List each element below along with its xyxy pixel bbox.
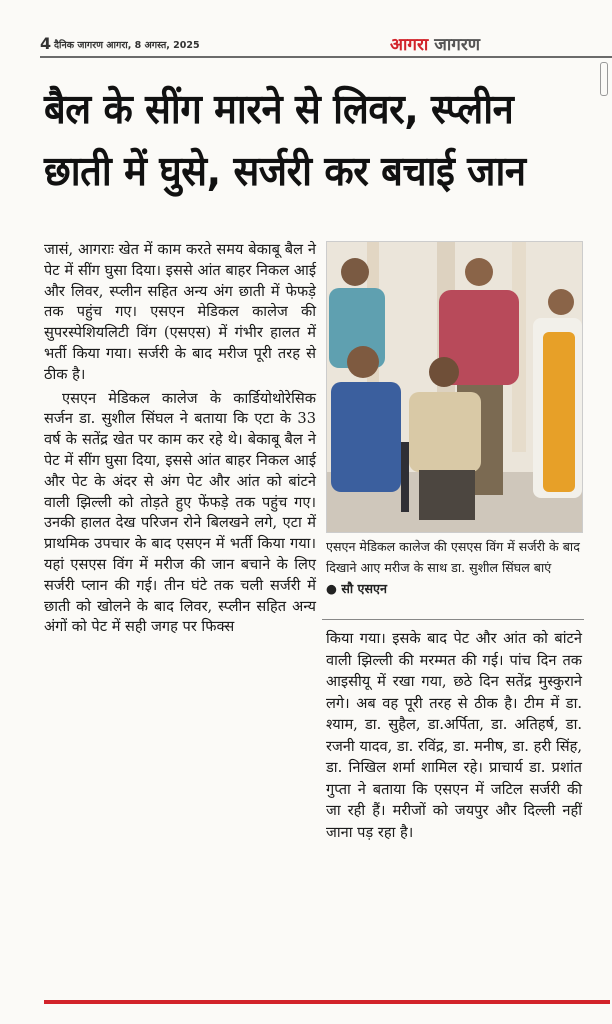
paper-dateline: दैनिक जागरण आगरा, 8 अगस्त, 2025	[54, 40, 200, 51]
headline-line-1: बैल के सींग मारने से लिवर, स्प्लीन	[44, 85, 514, 133]
brand-city: आगरा	[390, 35, 429, 55]
page-number: 4	[40, 34, 52, 53]
bottom-rule	[44, 1000, 610, 1004]
top-rule	[40, 56, 612, 58]
article-paragraph: किया गया। इसके बाद पेट और आंत को बांटने वाली झिल्ली की मरम्मत की गई। पांच दिन तक आइसीयू में रखा गया, छठे दिन सतेंद्र मुस्कुराने लगे। अब वह पूरी तरह से ठीक है। टीम में डा. श्याम, डा. सुहैल, डा.अर्पिता, डा. अतिहर्ष, डा. रजनी यादव, डा. रविंद्र, डा. मनीष, डा. हरी सिंह, डा. निखिल शर्मा शामिल रहे। प्राचार्य डा. प्रशांत गुप्ता ने बताया कि एसएन में जटिल सर्जरी की जा रही हैं। मरीजों को जयपुर और दिल्ली नहीं जाना पड़ रहा है।	[326, 630, 582, 841]
article-body-left	[44, 240, 316, 638]
caption-text: एसएन मेडिकल कालेज की एसएस विंग में सर्जरी के बाद दिखाने आए मरीज के साथ डा. सुशील सिंघल बाएं	[326, 539, 580, 575]
photo-caption	[326, 536, 582, 599]
caption-rule	[322, 619, 584, 620]
headline-line-2: छाती में घुसे, सर्जरी कर बचाई जान	[44, 147, 526, 195]
article-headline	[44, 78, 604, 202]
masthead	[40, 34, 612, 56]
article-body-right	[326, 628, 582, 843]
brand-logo	[390, 32, 480, 55]
group-photo-illustration	[327, 242, 582, 532]
article-paragraph: जासं, आगराः खेत में काम करते समय बेकाबू बैल ने पेट में सींग घुसा दिया। इससे आंत बाहर निकल आई और लिवर, स्प्लीन सहित अन्य अंग छाती में फेफड़े तक पहुंच गए। एसएन मेडिकल कालेज की सुपरस्पेशियलिटी विंग (एसएस) में गंभीर हालत में भर्ती किया गया। सर्जरी के बाद मरीज पूरी तरह से ठीक है।	[44, 241, 316, 383]
news-photo	[326, 241, 583, 533]
brand-name: जागरण	[434, 35, 481, 55]
article-paragraph: एसएन मेडिकल कालेज के कार्डियोथोरेसिक सर्जन डा. सुशील सिंघल ने बताया कि एटा के 33 वर्ष के सतेंद्र खेत पर काम कर रहे थे। बेकाबू बैल ने पेट में सींग घुसा दिया, इससे आंत बाहर निकल आई और पेट के अंदर से अंग पेट और आंत को बांटने वाली झिल्ली को तोड़ते हुए फेंफड़े तक पहुंच गए। उनकी हालत देख परिजन रोने बिलखने लगे, एटा में प्राथमिक उपचार के बाद एसएन में भर्ती किया गया। यहां एसएस विंग में मरीज की जान बचाने के लिए सर्जरी प्लान की गई। तीन घंटे तक चली सर्जरी में छाती को खोलने के बाद लिवर, स्प्लीन सहित अन्य अंगों को पेट में सही जगह पर फिक्स	[44, 389, 316, 636]
photo-credit: ● सौ एसएन	[326, 581, 387, 596]
